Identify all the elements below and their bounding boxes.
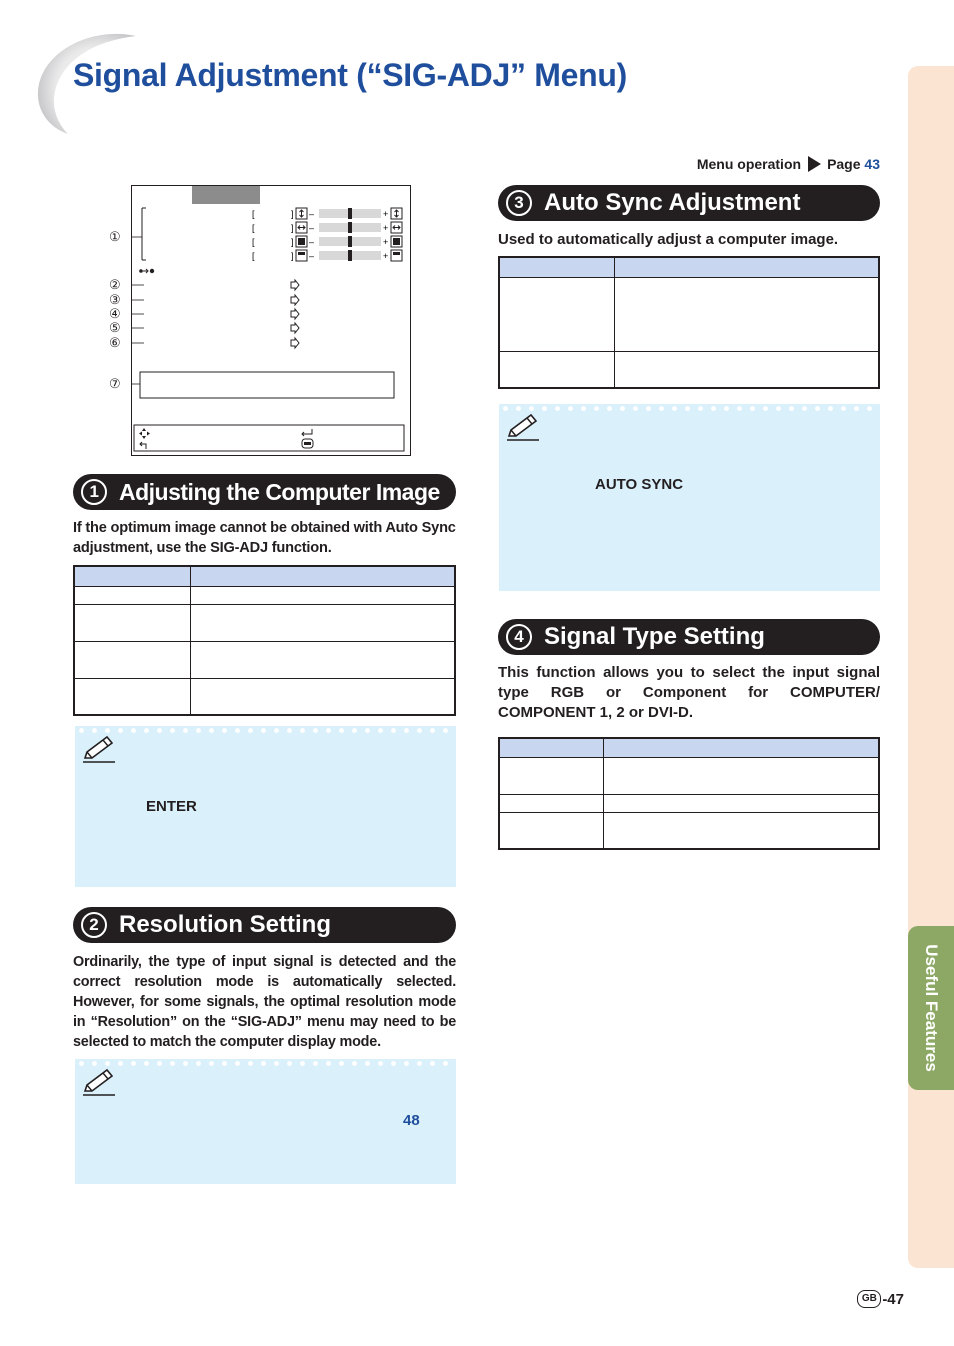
svg-text:–: – [309, 209, 315, 219]
callout-4: ④ [109, 306, 121, 321]
svg-text:+: + [383, 209, 389, 219]
menu-tab-highlight [192, 186, 260, 204]
gb-badge: GB [857, 1290, 881, 1308]
svg-text:+: + [383, 251, 389, 261]
note-dotted-border [75, 726, 456, 734]
svg-text:[: [ [252, 237, 255, 247]
section-3-text: Used to automatically adjust a computer image. [498, 231, 839, 248]
section-1-text: If the optimum image cannot be obtained with Auto Sync adjustment, use the SIG-ADJ function. [73, 520, 456, 556]
svg-text:]: ] [291, 223, 294, 233]
section-4-title: Signal Type Setting [544, 623, 765, 650]
sig-adj-menu-diagram [131, 185, 411, 456]
table-row [499, 794, 879, 812]
table-row [74, 586, 455, 604]
section-2-text: Ordinarily, the type of input signal is detected and the correct resolution mode is automatically selected. However, for some signals, the optimal resolution mode in “Resolution” on the “SIG-ADJ” menu may need to be selected to match the computer display mode. [73, 954, 456, 1050]
note-pencil-icon [81, 1067, 117, 1097]
section-2-note [75, 1059, 456, 1184]
page-number [857, 1290, 904, 1308]
section-3-note [499, 404, 880, 591]
arrow-right-icon [808, 156, 821, 172]
svg-text:–: – [309, 251, 315, 261]
side-tab-label: Useful Features [922, 944, 941, 1072]
callout-3: ③ [109, 292, 121, 307]
section-4-table [498, 737, 880, 850]
note-page-ref-link[interactable]: 48 [403, 1112, 420, 1129]
section-1-heading [73, 474, 456, 510]
table-header-row [499, 257, 879, 277]
page-number-value: -47 [882, 1290, 904, 1308]
callout-7: ⑦ [109, 376, 121, 391]
svg-text:]: ] [291, 251, 294, 261]
note-pencil-icon [81, 734, 117, 764]
table-row [74, 678, 455, 715]
svg-text:[: [ [252, 209, 255, 219]
menu-screen-illustration [132, 186, 410, 455]
adjustment-rows [252, 208, 402, 261]
section-1-title: Adjusting the Computer Image [119, 478, 440, 505]
select-arrows-icon [139, 428, 150, 439]
svg-text:–: – [309, 223, 315, 233]
menu-operation-reference[interactable] [697, 156, 880, 172]
menu-operation-label: Menu operation [696, 156, 802, 172]
section-4-text: This function allows you to select the input signal type RGB or Component for COMPUTER/ COMPONENT 1, 2 or DVI-D. [498, 664, 880, 721]
svg-text:]: ] [291, 209, 294, 219]
page-label: Page [827, 156, 861, 172]
callout-5: ⑤ [109, 320, 121, 335]
section-2-title: Resolution Setting [119, 911, 331, 938]
page-title: Signal Adjustment (“SIG-ADJ” Menu) [73, 57, 627, 93]
section-2-heading [73, 907, 456, 943]
return-icon [140, 442, 146, 449]
svg-text:[: [ [252, 251, 255, 261]
enter-icon [302, 429, 312, 436]
section-3-title: Auto Sync Adjustment [544, 189, 801, 216]
page-ref-link[interactable]: 43 [864, 156, 880, 172]
table-header-row [74, 566, 455, 586]
svg-text:+: + [383, 223, 389, 233]
section-3-number: 3 [506, 190, 532, 216]
table-row [74, 641, 455, 678]
note-keyword-enter: ENTER [146, 798, 197, 815]
table-row [499, 757, 879, 794]
guide-bar [134, 425, 404, 451]
callout-6: ⑥ [109, 335, 121, 350]
svg-text:]: ] [291, 237, 294, 247]
callout-2: ② [109, 277, 121, 292]
svg-text:[: [ [252, 223, 255, 233]
section-3-table [498, 256, 880, 389]
callout-1: ① [109, 229, 121, 244]
section-1-table [73, 565, 456, 716]
table-row [499, 812, 879, 849]
signal-info-box [140, 372, 394, 398]
table-row [499, 277, 879, 351]
side-tab-useful-features[interactable] [908, 926, 954, 1090]
section-4-heading [498, 619, 880, 655]
section-1-number: 1 [81, 479, 107, 505]
note-dotted-border [499, 404, 880, 412]
note-dotted-border [75, 1059, 456, 1067]
table-row [74, 604, 455, 641]
note-keyword-auto-sync: AUTO SYNC [595, 476, 684, 493]
table-row [499, 351, 879, 388]
submenu-arrow-icons [291, 280, 299, 348]
reset-icon [139, 269, 154, 273]
svg-text:–: – [309, 237, 315, 247]
section-2-number: 2 [81, 912, 107, 938]
table-header-row [499, 738, 879, 757]
section-4-number: 4 [506, 624, 532, 650]
note-pencil-icon [505, 412, 541, 442]
section-3-heading [498, 185, 880, 221]
section-1-note [75, 726, 456, 887]
svg-text:+: + [383, 237, 389, 247]
